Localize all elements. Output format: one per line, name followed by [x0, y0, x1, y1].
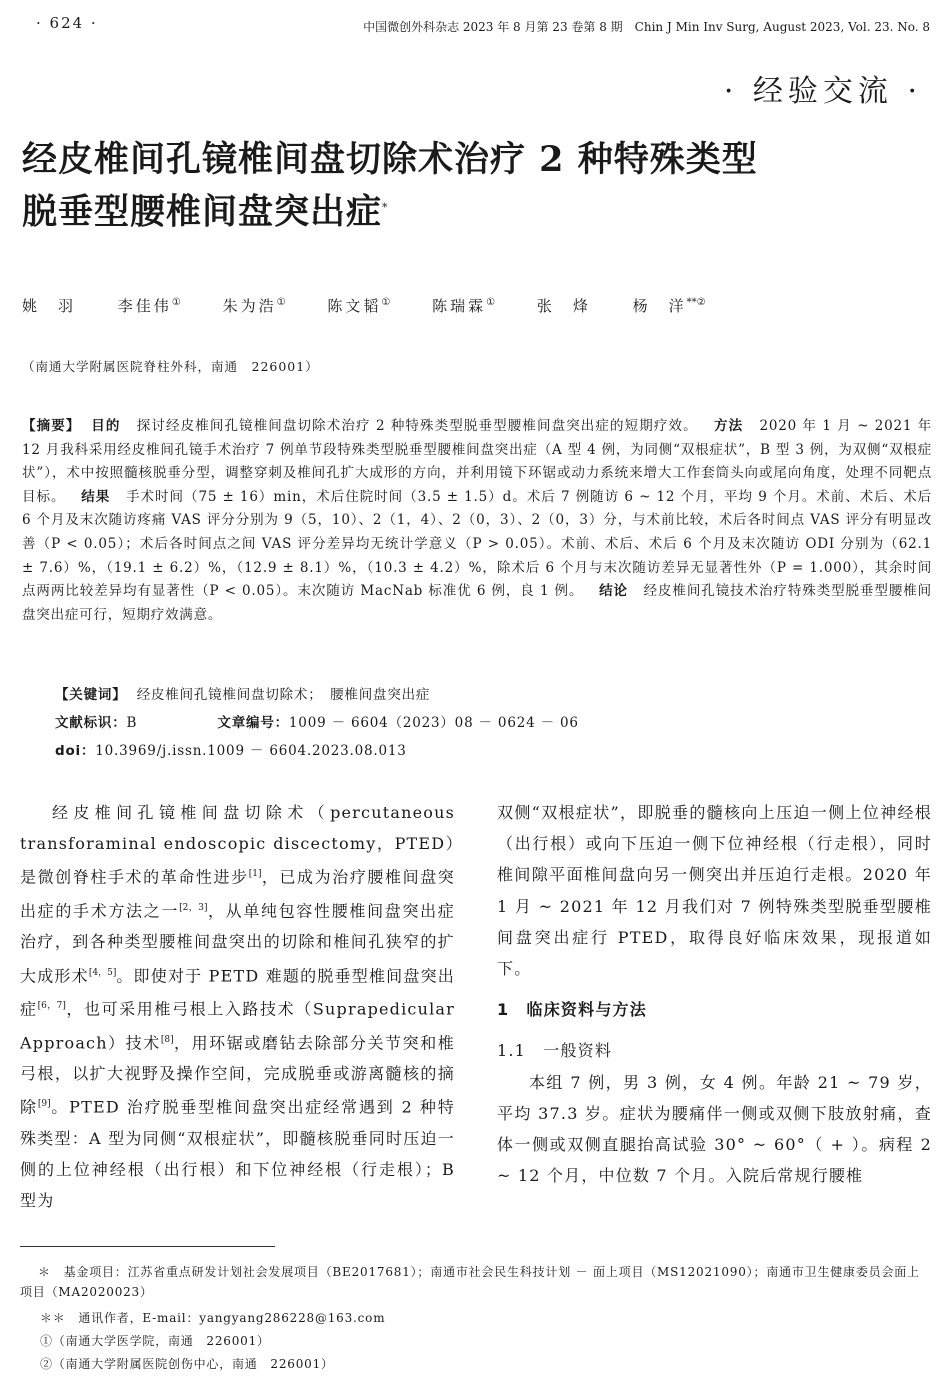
citation: [1] — [248, 869, 262, 880]
methods-label: 方法 — [713, 418, 744, 434]
body-column-right — [497, 797, 932, 1191]
citation: [4，5] — [88, 967, 117, 978]
author-list — [22, 295, 740, 316]
doc-id-value: B — [126, 715, 138, 731]
conclusion-text: 经皮椎间孔镜技术治疗特殊类型脱垂型腰椎间盘突出症可行，短期疗效满意。 — [22, 583, 932, 623]
author: 陈瑞霖① — [432, 297, 496, 315]
footnote-fund: ＊ 基金项目：江苏省重点研发计划社会发展项目（BE2017681）；南通市社会民生科技计划 － 面上项目（MS12021090）；南通市卫生健康委员会面上项目（MA2020023） — [20, 1265, 920, 1299]
keywords — [55, 683, 430, 703]
abstract — [22, 415, 932, 627]
author: 陈文韬① — [327, 297, 391, 315]
article-number-value: 1009 － 6604（2023）08 － 0624 － 06 — [288, 715, 579, 731]
footnote-divider — [20, 1246, 275, 1247]
section-tag: · 经验交流 · — [723, 74, 922, 109]
affiliation: （南通大学附属医院脊柱外科，南通 226001） — [22, 359, 319, 374]
footnote-corresponding: ＊＊ 通讯作者，E-mail：yangyang286228@163.com — [40, 1311, 386, 1325]
subsection-heading: 1.1 一般资料 — [497, 1041, 613, 1061]
keywords-text: 经皮椎间孔镜椎间盘切除术； 腰椎间盘突出症 — [136, 687, 431, 703]
doi-label: doi： — [55, 743, 96, 759]
citation: [6，7] — [37, 1001, 66, 1012]
paragraph: 经皮椎间孔镜椎间盘切除术（percutaneous transforaminal endoscopic discectomy，PTED）是微创脊柱手术的革命性进步[1]，已成为治疗腰椎间盘突出症的手术方法之一[2，3]，从单纯包容性腰椎间盘突出症治疗，到各种类型腰椎间盘突出的切除和椎间孔狭窄的扩大成形术[4，5]。即使对于 PETD 难题的脱垂型椎间盘突出症[6，7]，也可采用椎弓根上入路技术（Suprapedicular Approach）技术[8]，用环锯或磨钻去除部分关节突和椎弓根，以扩大视野及操作空间，完成脱垂或游离髓核的摘除[9]。PTED 治疗脱垂型椎间盘突出症经常遇到 2 种特殊类型：A 型为同侧“双根症状”，即髓核脱垂同时压迫一侧的上位神经根（出行根）和下位神经根（行走根）；B 型为 — [20, 803, 456, 1211]
doi — [55, 739, 407, 759]
objective-label: 目的 — [91, 418, 121, 434]
title-footnote-mark: * — [382, 201, 389, 214]
body-column-left — [20, 797, 455, 1217]
citation: [2，3] — [179, 902, 208, 913]
doi-value: 10.3969/j.issn.1009 － 6604.2023.08.013 — [95, 743, 407, 759]
doc-id-label: 文献标识： — [55, 715, 127, 731]
author: 张 烽 — [536, 297, 591, 315]
methods-text: 2020 年 1 月 ~ 2021 年 12 月我科采用经皮椎间孔镜手术治疗 7 例单节段特殊类型脱垂型腰椎间盘突出症（A 型 4 例，为同侧“双根症状”，B 型 3 例，为双侧“双根症状”），术中按照髓核脱垂分型，调整穿刺及椎间孔扩大成形的方向，并利用镜下环锯或动力系统来增大工作套筒头向或尾向角度，处理不同靶点目标。 — [22, 418, 933, 505]
footnote-affiliation-2: ②（南通大学附属医院创伤中心，南通 226001） — [40, 1357, 334, 1371]
results-text: 手术时间（75 ± 16）min，术后住院时间（3.5 ± 1.5）d。术后 7 例随访 6 ~ 12 个月，平均 9 个月。术前、术后、术后 6 个月及末次随访疼痛 VAS 评分分别为 9（5，10）、2（1，4）、2（0，3）、2（0，3）分，与术前比较，术后各时间点 VAS 评分有明显改善（P < 0.05）；术后各时间点之间 VAS 评分差异均无统计学意义（P > 0.05）。术前、术后、术后 6 个月及末次随访 ODI 分别为（62.1 ± 7.6）%，（19.1 ± 6.2）%，（12.9 ± 8.1）%，（10.3 ± 4.2）%，除术后 6 个月与末次随访差异无显著性外（P = 1.000），其余时间点两两比较差异均有显著性（P < 0.05）。末次随访 MacNab 标准优 6 例，良 1 例。 — [22, 488, 932, 600]
paragraph: 双侧“双根症状”，即脱垂的髓核向上压迫一侧上位神经根（出行根）或向下压迫一侧下位神经根（行走根），同时椎间隙平面椎间盘向另一侧突出并压迫行走根。2020 年 1 月 ~ 2021 年 12 月我们对 7 例特殊类型脱垂型腰椎间盘突出症行 PTED，取得良好临床效果，现报道如下。 — [497, 803, 932, 979]
author: 姚 羽 — [22, 297, 77, 315]
citation: [8] — [160, 1034, 174, 1045]
page-number: · 624 · — [36, 14, 98, 32]
author: 李佳伟① — [117, 297, 181, 315]
footnote-affiliation-1: ①（南通大学医学院，南通 226001） — [40, 1334, 270, 1348]
title-line-1: 经皮椎间孔镜椎间盘切除术治疗 2 种特殊类型 — [22, 139, 758, 180]
journal-header: 中国微创外科杂志 2023 年 8 月第 23 卷第 8 期 Chin J Min Inv Surg, August 2023, Vol. 23. No. 8 — [363, 20, 930, 34]
citation: [9] — [37, 1099, 51, 1110]
author: 杨 洋**② — [632, 297, 706, 315]
paragraph: 本组 7 例，男 3 例，女 4 例。年龄 21 ~ 79 岁，平均 37.3 岁。症状为腰痛伴一侧或双侧下肢放射痛，查体一侧或双侧直腿抬高试验 30° ~ 60°（ + ）。病程 2 ~ 12 个月，中位数 7 个月。入院后常规行腰椎 — [497, 1072, 932, 1186]
conclusion-label: 结论 — [599, 583, 628, 600]
title-line-2-text: 脱垂型腰椎间盘突出症 — [22, 191, 383, 233]
section-heading: 1 临床资料与方法 — [497, 1000, 647, 1020]
objective-text: 探讨经皮椎间孔镜椎间盘切除术治疗 2 种特殊类型脱垂型腰椎间盘突出症的短期疗效。 — [136, 418, 698, 434]
title-line-2 — [22, 184, 758, 237]
article-title — [22, 136, 758, 237]
author: 朱为浩① — [222, 297, 286, 315]
article-number-label: 文章编号： — [217, 715, 289, 731]
document-ids — [55, 711, 579, 731]
abstract-label: 【摘要】 — [22, 418, 81, 434]
keywords-label: 【关键词】 — [55, 687, 127, 703]
results-label: 结果 — [81, 488, 111, 505]
